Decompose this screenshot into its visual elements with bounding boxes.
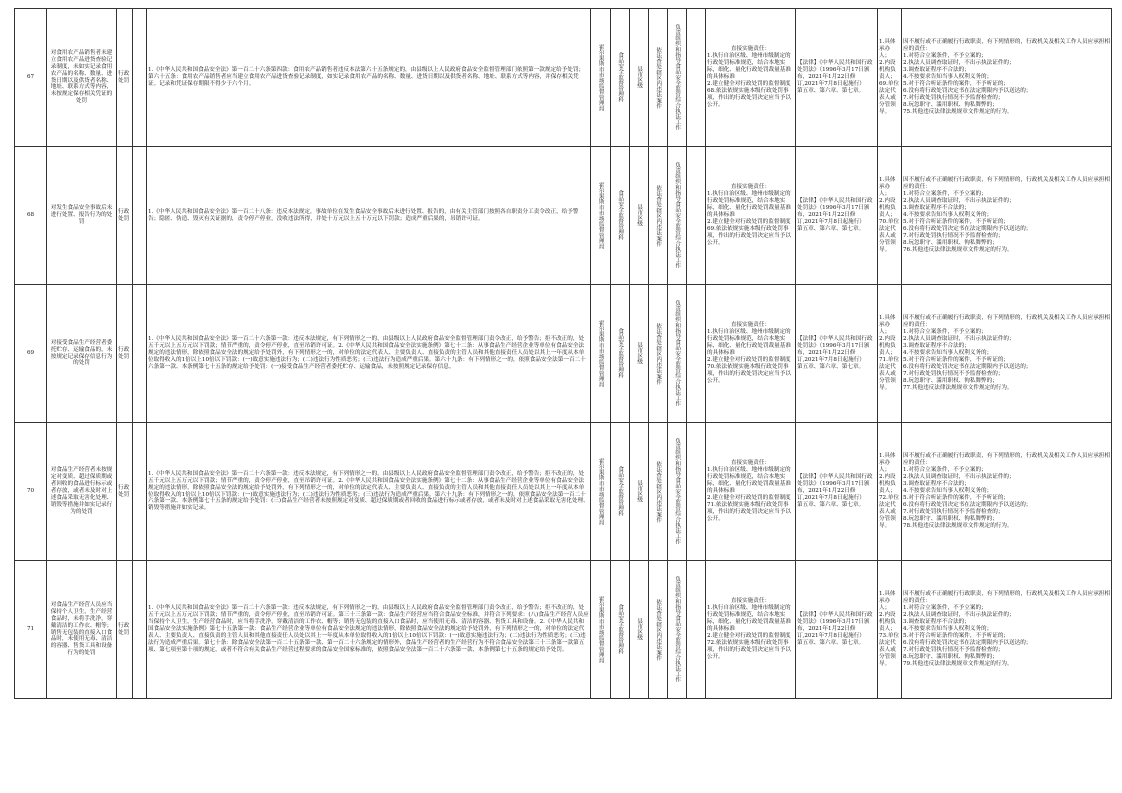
- row-number-text: 67: [26, 74, 35, 80]
- department-text: 霍尔果斯市市场监督管理局: [597, 43, 604, 112]
- empty-cell: [687, 285, 706, 423]
- department-text: 霍尔果斯市市场监督管理局: [597, 457, 604, 526]
- table-row: [15, 561, 1112, 699]
- office-cell: [611, 423, 630, 561]
- department-text: 霍尔果斯市市场监督管理局: [597, 319, 604, 388]
- duty-text: 负责组织和指导食品安全监管综合执法工作: [674, 438, 681, 545]
- level-cell: [630, 285, 649, 423]
- law-basis-text: 【法律】《中华人民共和国行政处罚法》（1996年3月17日颁布，2021年1月22日修订,2021年7月8日起施行） 第五章、第六章、第七章。: [797, 60, 873, 94]
- department-cell: [591, 423, 611, 561]
- office-text: 食品安全监督管理科: [617, 52, 624, 103]
- duty-cell: [668, 285, 687, 423]
- row-number-cell: [15, 561, 47, 699]
- accountability-cell: [902, 285, 1112, 423]
- office-cell: [611, 9, 630, 147]
- office-text: 食品安全监督管理科: [617, 466, 624, 517]
- empty-cell: [687, 423, 706, 561]
- row-number-text: 70: [26, 488, 35, 494]
- scope-text: 依法查处辖区内违法案件: [655, 184, 662, 247]
- law-basis-cell: [796, 147, 878, 285]
- item-type-cell: [117, 423, 133, 561]
- subject-text: 1.具体承办人； 2.内设机构负责人； 71.单位法定代表人或分管领导。: [879, 315, 900, 391]
- item-name-text: 对发生食品安全事故后未进行处置、报告行为的处罚: [50, 205, 113, 225]
- office-text: 食品安全监督管理科: [617, 328, 624, 379]
- legal-basis-cell: [147, 9, 591, 147]
- row-number-cell: [15, 147, 47, 285]
- empty-cell: [133, 147, 147, 285]
- legal-basis-cell: [147, 147, 591, 285]
- responsibility-cell: [706, 561, 796, 699]
- law-basis-text: 【法律】《中华人民共和国行政处罚法》（1996年3月17日颁布，2021年1月22日修订,2021年7月8日起施行） 第五章、第六章、第七章。: [797, 474, 873, 508]
- table-row: [15, 9, 1112, 147]
- responsibility-cell: [706, 147, 796, 285]
- subject-text: 1.具体承办人； 2.内设机构负责人； 69.单位法定代表人或分管领导。: [879, 39, 900, 115]
- responsibility-body: 1.执行自治区级、地州市级制定的行政处罚标准规范，结合本地实际，细化、量化行政处罚裁量基准的具体标准 2.建立健全对行政处罚的监督制度 71.依法依规实施本级行政处罚事项，作出的行政处罚决定应当予以公开。: [707, 467, 791, 522]
- item-type-text: 行政处罚: [118, 346, 130, 360]
- subject-cell: [878, 147, 902, 285]
- department-text: 霍尔果斯市市场监督管理局: [597, 181, 604, 250]
- office-text: 食品安全监督管理科: [617, 604, 624, 655]
- level-cell: [630, 9, 649, 147]
- responsibility-cell: [706, 423, 796, 561]
- accountability-text: 因不履行或不正确履行行政职责，有下列情形的，行政机关及相关工作人员应承担相应的责任： 1.对符合立案条件，不予立案的； 2.执法人员调查取证时，不出示执法证件的； 3.调查取证程序不合法的； 4.不按要求告知当事人权利义务的； 5.对于符合听证条件的案件，不予听证的； 6.没有将行政处罚决定书在法定期限内予以送达的； 7.对行政处罚执行情况不予监督检查的； 8.玩忽职守、滥用职权、徇私舞弊的； 78.其他违反法律法规规章文件规定的行为。: [903, 453, 1110, 529]
- table-row: [15, 423, 1112, 561]
- item-name-cell: [47, 9, 117, 147]
- item-name-cell: [47, 561, 117, 699]
- law-basis-text: 【法律】《中华人民共和国行政处罚法》（1996年3月17日颁布，2021年1月22日修订,2021年7月8日起施行） 第五章、第六章、第七章。: [797, 198, 873, 232]
- scope-cell: [649, 561, 668, 699]
- responsibility-table: [14, 8, 1112, 699]
- scope-text: 依法查处辖区内违法案件: [655, 598, 662, 661]
- row-number-cell: [15, 9, 47, 147]
- item-type-cell: [117, 285, 133, 423]
- level-text: 县市区级: [636, 480, 643, 503]
- empty-cell: [133, 561, 147, 699]
- legal-basis-cell: [147, 423, 591, 561]
- item-type-cell: [117, 9, 133, 147]
- item-type-text: 行政处罚: [118, 484, 130, 498]
- scope-cell: [649, 423, 668, 561]
- accountability-text: 因不履行或不正确履行行政职责，有下列情形的，行政机关及相关工作人员应承担相应的责任： 1.对符合立案条件，不予立案的； 2.执法人员调查取证时，不出示执法证件的； 3.调查取证程序不合法的； 4.不按要求告知当事人权利义务的； 5.对于符合听证条件的案件，不予听证的； 6.没有将行政处罚决定书在法定期限内予以送达的； 7.对行政处罚执行情况不予监督检查的； 8.玩忽职守、滥用职权、徇私舞弊的； 76.其他违反法律法规规章文件规定的行为。: [903, 177, 1110, 253]
- empty-cell: [687, 147, 706, 285]
- department-text: 霍尔果斯市市场监督管理局: [597, 595, 604, 664]
- item-name-cell: [47, 285, 117, 423]
- department-cell: [591, 285, 611, 423]
- row-number-cell: [15, 423, 47, 561]
- legal-basis-text: 1.《中华人民共和国食品安全法》第一百二十八条：违反本法规定，事故单位在发生食品安全事故后未进行处置、报告的，由有关主管部门按照各自职责分工责令改正，给予警告；隐匿、伪造、毁灭有关证据的，责令停产停业，没收违法所得，并处十万元以上五十万元以下罚款；造成严重后果的，吊销许可证。: [148, 208, 579, 222]
- item-type-text: 行政处罚: [118, 622, 130, 636]
- department-cell: [591, 9, 611, 147]
- law-basis-cell: [796, 561, 878, 699]
- row-number-text: 69: [26, 350, 35, 356]
- duty-cell: [668, 9, 687, 147]
- row-number-cell: [15, 285, 47, 423]
- responsibility-cell: [706, 285, 796, 423]
- responsibility-body: 1.执行自治区级、地州市级制定的行政处罚标准规范，结合本地实际，细化、量化行政处罚裁量基准的具体标准 2.建立健全对行政处罚的监督制度 68.依法依规实施本级行政处罚事项，作出的行政处罚决定应当予以公开。: [707, 53, 791, 108]
- subject-cell: [878, 423, 902, 561]
- accountability-cell: [902, 423, 1112, 561]
- item-type-text: 行政处罚: [118, 70, 130, 84]
- department-cell: [591, 147, 611, 285]
- law-basis-text: 【法律】《中华人民共和国行政处罚法》（1996年3月17日颁布，2021年1月22日修订,2021年7月8日起施行） 第五章、第六章、第七章。: [797, 336, 873, 370]
- level-cell: [630, 147, 649, 285]
- responsibility-heading: 直接实施责任：: [730, 184, 771, 191]
- legal-basis-cell: [147, 561, 591, 699]
- legal-basis-cell: [147, 285, 591, 423]
- scope-cell: [649, 147, 668, 285]
- empty-cell: [133, 423, 147, 561]
- level-text: 县市区级: [636, 204, 643, 227]
- office-text: 食品安全监督管理科: [617, 190, 624, 241]
- item-name-text: 对食品生产经营人员应当保持个人卫生，生产经营食品时，未将手洗净，穿戴清洁的工作衣、帽等；销售无包装的直接入口食品时，未使用无毒、清洁的容器、售货工具和设备行为的处罚: [50, 601, 113, 657]
- row-number-text: 71: [26, 626, 35, 632]
- row-number-text: 68: [26, 212, 35, 218]
- responsibility-heading: 直接实施责任：: [730, 322, 771, 329]
- subject-text: 1.具体承办人； 2.内设机构负责人； 70.单位法定代表人或分管领导。: [879, 177, 900, 253]
- responsibility-heading: 直接实施责任：: [730, 460, 771, 467]
- law-basis-cell: [796, 423, 878, 561]
- level-text: 县市区级: [636, 66, 643, 89]
- duty-cell: [668, 561, 687, 699]
- office-cell: [611, 285, 630, 423]
- accountability-cell: [902, 147, 1112, 285]
- level-text: 县市区级: [636, 342, 643, 365]
- item-name-text: 对食品生产经营者未按规定对变质、超过保质期或者回收的食品进行标示或者存放，或者未及时对上述食品采取无害化处理、销毁等措施并如实记录行为的处罚: [50, 467, 113, 515]
- table-row: [15, 285, 1112, 423]
- subject-text: 1.具体承办人； 2.内设机构负责人； 72.单位法定代表人或分管领导。: [879, 453, 900, 529]
- responsibility-body: 1.执行自治区级、地州市级制定的行政处罚标准规范，结合本地实际，细化、量化行政处罚裁量基准的具体标准 2.建立健全对行政处罚的监督制度 69.依法依规实施本级行政处罚事项，作出的行政处罚决定应当予以公开。: [707, 191, 791, 246]
- law-basis-cell: [796, 9, 878, 147]
- legal-basis-text: 1.《中华人民共和国食品安全法》第一百二十六条第四款：食用农产品销售者违反本法第六十五条规定的，由县级以上人民政府食品安全监督管理部门依照第一款规定给予处罚；第六十五条：食用农产品销售者应当建立食用农产品进货查验记录制度，如实记录食用农产品的名称、数量、进货日期以及供货者名称、地址、联系方式等内容，并保存相关凭证。记录和凭证保存期限不得少于六个月。: [148, 67, 585, 87]
- office-cell: [611, 147, 630, 285]
- duty-text: 负责组织和指导食品安全监管综合执法工作: [674, 300, 681, 407]
- item-name-text: 对食用农产品销售者未建立食用农产品进货查验记录制度，未如实记录食用农产品的名称、数量、进货日期以及供货者名称、地址、联系方式等内容，未按规定保存相关凭证的处罚: [50, 49, 113, 105]
- office-cell: [611, 561, 630, 699]
- scope-text: 依法查处辖区内违法案件: [655, 322, 662, 385]
- duty-text: 负责组织和指导食品安全监管综合执法工作: [674, 162, 681, 269]
- table-row: [15, 147, 1112, 285]
- law-basis-text: 【法律】《中华人民共和国行政处罚法》（1996年3月17日颁布，2021年1月22日修订,2021年7月8日起施行） 第五章、第六章、第七章。: [797, 612, 873, 646]
- duty-text: 负责组织和指导食品安全监管综合执法工作: [674, 24, 681, 131]
- accountability-cell: [902, 9, 1112, 147]
- subject-cell: [878, 285, 902, 423]
- duty-text: 负责组织和指导食品安全监管综合执法工作: [674, 576, 681, 683]
- legal-basis-text: 1.《中华人民共和国食品安全法》第一百二十六条第一款：违反本法规定，有下列情形之一的，由县级以上人民政府食品安全监督管理部门责令改正，给予警告；拒不改正的，处五千元以上五万元以下罚款；情节严重的，责令停产停业，直至吊销许可证。2.《中华人民共和国食品安全法实施条例》第七十二条：从事食品生产经营企业等单位有食品安全法规定的违法情形，除依照食品安全法的规定给予处罚外，有下列情形之一的，对单位的法定代表人、主要负责人、直接负责的主管人员和其他直接责任人员处以其上一年度从本单位取得收入的1倍以上10倍以下罚款：(一)故意实施违法行为；(二)违法行为性质恶劣；(三)违法行为造成严重后果。第六十九条：有下列情形之一的，依照食品安全法第一百二十六条第一款、本条例第七十五条的规定给予处罚：(一)接受食品生产经营者委托贮存、运输食品，未按照规定记录保存信息。: [148, 336, 586, 370]
- accountability-cell: [902, 561, 1112, 699]
- item-name-cell: [47, 423, 117, 561]
- scope-text: 依法查处辖区内违法案件: [655, 46, 662, 109]
- subject-cell: [878, 561, 902, 699]
- responsibility-heading: 直接实施责任：: [730, 46, 771, 53]
- legal-basis-text: 1.《中华人民共和国食品安全法》第一百二十六条第一款：违反本法规定，有下列情形之一的，由县级以上人民政府食品安全监督管理部门责令改正，给予警告；拒不改正的，处五千元以上五万元以下罚款；情节严重的，责令停产停业，直至吊销许可证。2.《中华人民共和国食品安全法实施条例》第七十二条：从事食品生产经营企业等单位有食品安全法规定的违法情形，除依照食品安全法的规定给予处罚外，有下列情形之一的，对单位的法定代表人、主要负责人、直接负责的主管人员和其他直接责任人员处以其上一年度从本单位取得收入的1倍以上10倍以下罚款：(一)故意实施违法行为；(二)违法行为性质恶劣；(三)违法行为造成严重后果。第六十九条：有下列情形之一的，依照食品安全法第一百二十六条第一款、本条例第七十五条的规定给予处罚：(三)食品生产经营者未按照规定对变质、超过保质期或者回收的食品进行标示或者存放，或者未及时对上述食品采取无害化处理、销毁等措施并如实记录。: [148, 470, 589, 512]
- law-basis-cell: [796, 285, 878, 423]
- accountability-text: 因不履行或不正确履行行政职责，有下列情形的，行政机关及相关工作人员应承担相应的责任： 1.对符合立案条件，不予立案的； 2.执法人员调查取证时，不出示执法证件的； 3.调查取证程序不合法的； 4.不按要求告知当事人权利义务的； 5.对于符合听证条件的案件，不予听证的； 6.没有将行政处罚决定书在法定期限内予以送达的； 7.对行政处罚执行情况不予监督检查的； 8.玩忽职守、滥用职权、徇私舞弊的； 75.其他违反法律法规规章文件规定的行为。: [903, 39, 1110, 115]
- accountability-text: 因不履行或不正确履行行政职责，有下列情形的，行政机关及相关工作人员应承担相应的责任： 1.对符合立案条件，不予立案的； 2.执法人员调查取证时，不出示执法证件的； 3.调查取证程序不合法的； 4.不按要求告知当事人权利义务的； 5.对于符合听证条件的案件，不予听证的； 6.没有将行政处罚决定书在法定期限内予以送达的； 7.对行政处罚执行情况不予监督检查的； 8.玩忽职守、滥用职权、徇私舞弊的； 77.其他违反法律法规规章文件规定的行为。: [903, 315, 1110, 391]
- empty-cell: [133, 9, 147, 147]
- item-type-text: 行政处罚: [118, 208, 130, 222]
- accountability-text: 因不履行或不正确履行行政职责，有下列情形的，行政机关及相关工作人员应承担相应的责任： 1.对符合立案条件，不予立案的； 2.执法人员调查取证时，不出示执法证件的； 3.调查取证程序不合法的； 4.不按要求告知当事人权利义务的； 5.对于符合听证条件的案件，不予听证的； 6.没有将行政处罚决定书在法定期限内予以送达的； 7.对行政处罚执行情况不予监督检查的； 8.玩忽职守、滥用职权、徇私舞弊的； 79.其他违反法律法规规章文件规定的行为。: [903, 591, 1110, 667]
- item-name-text: 对接受食品生产经营者委托贮存、运输食品的，未按规定记录保存信息行为的处罚: [50, 339, 113, 367]
- empty-cell: [687, 9, 706, 147]
- item-name-cell: [47, 147, 117, 285]
- empty-cell: [687, 561, 706, 699]
- responsibility-body: 1.执行自治区级、地州市级制定的行政处罚标准规范，结合本地实际，细化、量化行政处罚裁量基准的具体标准 2.建立健全对行政处罚的监督制度 72.依法依规实施本级行政处罚事项，作出的行政处罚决定应当予以公开。: [707, 605, 791, 660]
- responsibility-cell: [706, 9, 796, 147]
- subject-cell: [878, 9, 902, 147]
- responsibility-heading: 直接实施责任：: [730, 598, 771, 605]
- legal-basis-text: 1.《中华人民共和国食品安全法》第一百二十六条第一款：违反本法规定，有下列情形之一的，由县级以上人民政府食品安全监督管理部门责令改正，给予警告；拒不改正的，处五千元以上五万元以下罚款；情节严重的，责令停产停业，直至吊销许可证。第三十三条第一款：食品生产经营应当符合食品安全标准，并符合下列要求：(八)食品生产经营人员应当保持个人卫生，生产经营食品时，应当将手洗净，穿戴清洁的工作衣、帽等；销售无包装的直接入口食品时，应当使用无毒、清洁的容器、售货工具和设备。2.《中华人民共和国食品安全法实施条例》第七十五条第一款：食品生产经营企业等单位有食品安全法规定的违法情形，除依照食品安全法的规定给予处罚外，有下列情形之一的，对单位的法定代表人、主要负责人、直接负责的主管人员和其他直接责任人员处以其上一年度从本单位取得收入的1倍以上10倍以下罚款：(一)故意实施违法行为；(二)违法行为性质恶劣；(三)违法行为造成严重后果。第七十条：除食品安全法第一百二十五条第一款、第一百二十六条规定的情形外，食品生产经营者的生产经营行为不符合食品安全法第三十三条第一款第五项、第七项至第十项的规定，或者不符合有关食品生产经营过程要求的食品安全国家标准的，依照食品安全法第一百二十六条第一款、本条例第七十五条的规定给予处罚。: [148, 605, 589, 653]
- duty-cell: [668, 423, 687, 561]
- level-cell: [630, 423, 649, 561]
- item-type-cell: [117, 147, 133, 285]
- subject-text: 1.具体承办人； 2.内设机构负责人； 73.单位法定代表人或分管领导。: [879, 591, 900, 667]
- scope-cell: [649, 285, 668, 423]
- department-cell: [591, 561, 611, 699]
- empty-cell: [133, 285, 147, 423]
- scope-cell: [649, 9, 668, 147]
- responsibility-body: 1.执行自治区级、地州市级制定的行政处罚标准规范，结合本地实际，细化、量化行政处罚裁量基准的具体标准 2.建立健全对行政处罚的监督制度 70.依法依规实施本级行政处罚事项，作出的行政处罚决定应当予以公开。: [707, 329, 791, 384]
- item-type-cell: [117, 561, 133, 699]
- level-cell: [630, 561, 649, 699]
- duty-cell: [668, 147, 687, 285]
- scope-text: 依法查处辖区内违法案件: [655, 460, 662, 523]
- level-text: 县市区级: [636, 618, 643, 641]
